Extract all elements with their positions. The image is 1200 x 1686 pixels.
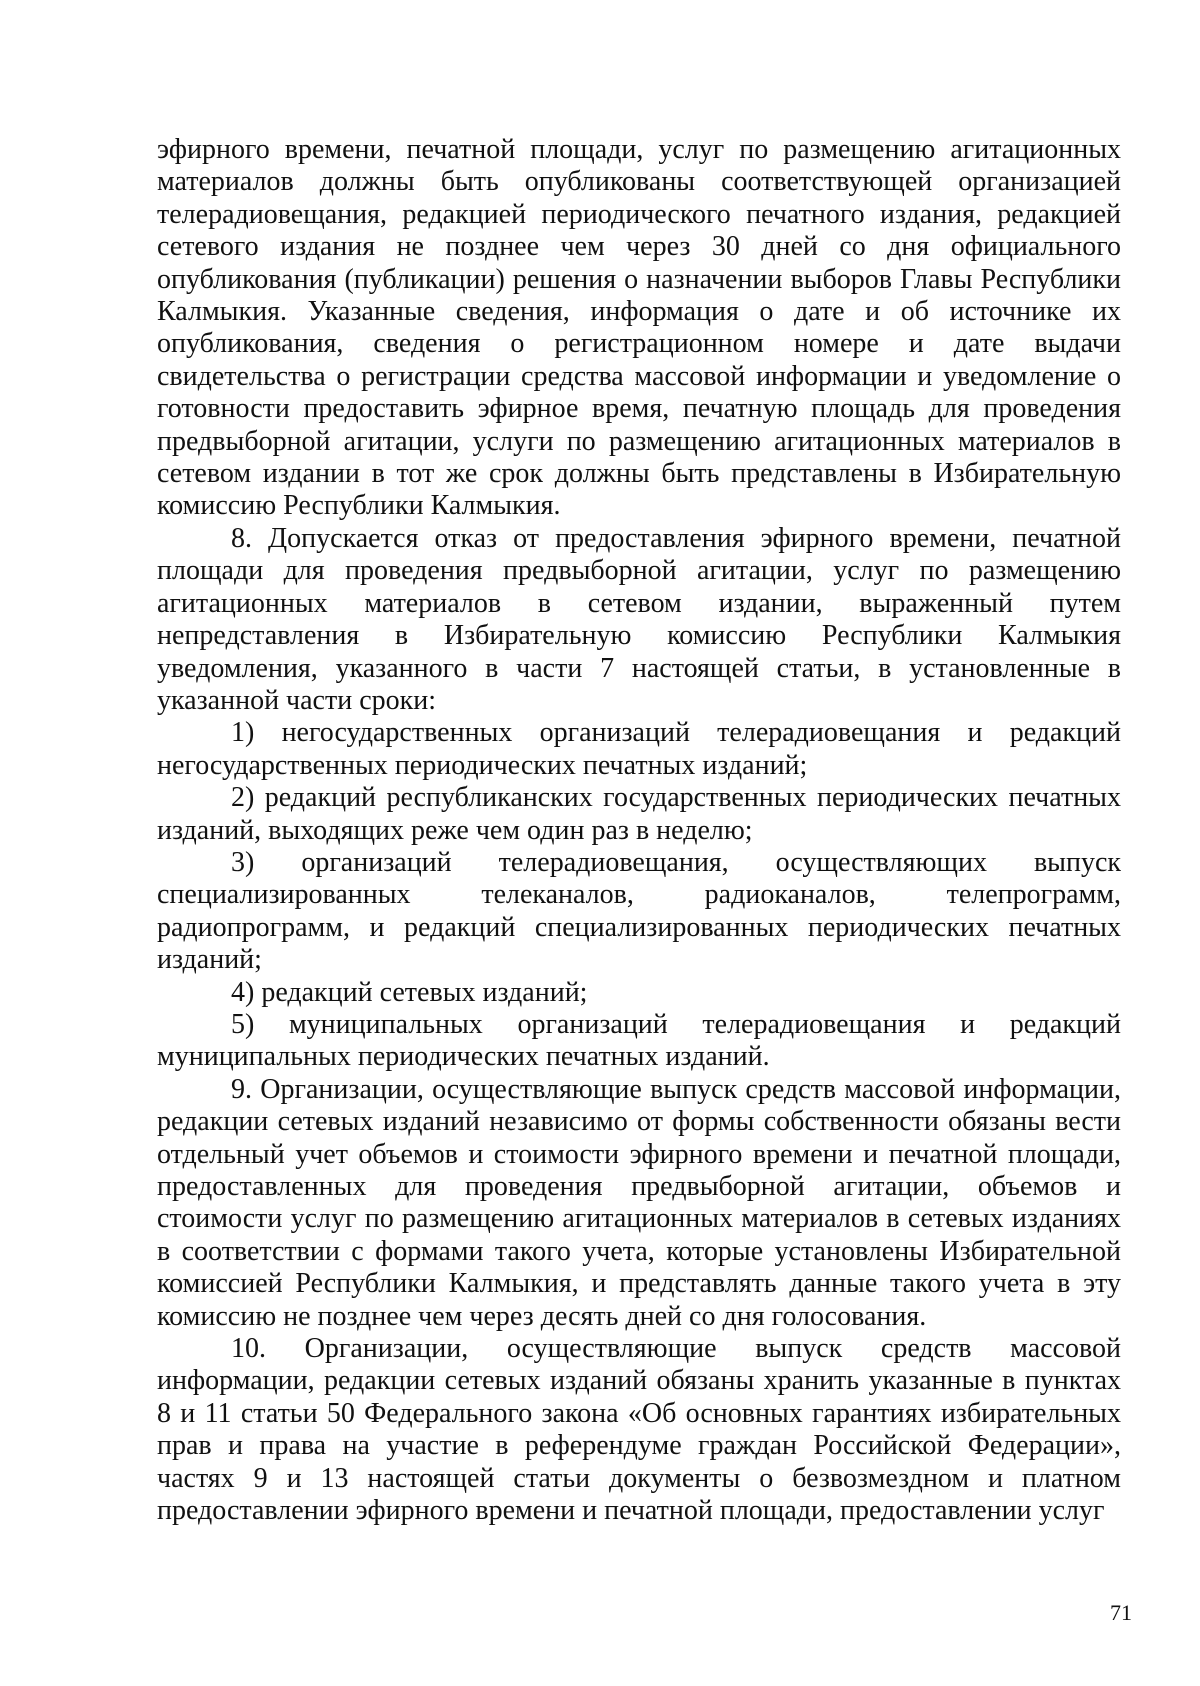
paragraph-continuation: эфирного времени, печатной площади, услуг по размещению агитационных материалов должны быть опубликованы соответствующей организацией телерадиовещания, редакцией периодического печатного издания, редакцией сетевого издания не позднее чем через 30 дней со дня официального опубликования (публикации) решения о назначении выборов Главы Республики Калмыкия. Указанные сведения, информация о дате и об источнике их опубликования, сведения о регистрационном номере и дате выдачи свидетельства о регистрации средства массовой информации и уведомление о готовности предоставить эфирное время, печатную площадь для проведения предвыборной агитации, услуги по размещению агитационных материалов в сетевом издании в тот же срок должны быть представлены в Избирательную комиссию Республики Калмыкия. <box>157 134 1121 522</box>
list-item-1: 1) негосударственных организаций телерадиовещания и редакций негосударственных периодических печатных изданий; <box>157 717 1121 781</box>
list-item-3: 3) организаций телерадиовещания, осуществляющих выпуск специализированных телеканалов, радиоканалов, телепрограмм, радиопрограмм, и редакций специализированных периодических печатных изданий; <box>157 846 1121 976</box>
page-number: 71 <box>1110 1600 1132 1625</box>
paragraph-item-9: 9. Организации, осуществляющие выпуск средств массовой информации, редакции сетевых изданий независимо от формы собственности обязаны вести отдельный учет объемов и стоимости эфирного времени и печатной площади, предоставленных для проведения предвыборной агитации, объемов и стоимости услуг по размещению агитационных материалов в сетевых изданиях в соответствии с формами такого учета, которые установлены Избирательной комиссией Республики Калмыкия, и представлять данные такого учета в эту комиссию не позднее чем через десять дней со дня голосования. <box>157 1073 1121 1332</box>
document-body <box>157 134 1121 1527</box>
paragraph-item-10: 10. Организации, осуществляющие выпуск средств массовой информации, редакции сетевых изданий обязаны хранить указанные в пунктах 8 и 11 статьи 50 Федерального закона «Об основных гарантиях избирательных прав и права на участие в референдуме граждан Российской Федерации», частях 9 и 13 настоящей статьи документы о безвозмездном и платном предоставлении эфирного времени и печатной площади, предоставлении услуг <box>157 1333 1121 1527</box>
list-item-4: 4) редакций сетевых изданий; <box>231 976 588 1008</box>
list-item-5: 5) муниципальных организаций телерадиовещания и редакций муниципальных периодических печатных изданий. <box>157 1008 1121 1073</box>
list-item-2: 2) редакций республиканских государственных периодических печатных изданий, выходящих реже чем один раз в неделю; <box>157 782 1121 846</box>
paragraph-item-8: 8. Допускается отказ от предоставления эфирного времени, печатной площади для проведения предвыборной агитации, услуг по размещению агитационных материалов в сетевом издании, выраженный путем непредставления в Избирательную комиссию Республики Калмыкия уведомления, указанного в части 7 настоящей статьи, в установленные в указанной части сроки: <box>157 522 1121 716</box>
